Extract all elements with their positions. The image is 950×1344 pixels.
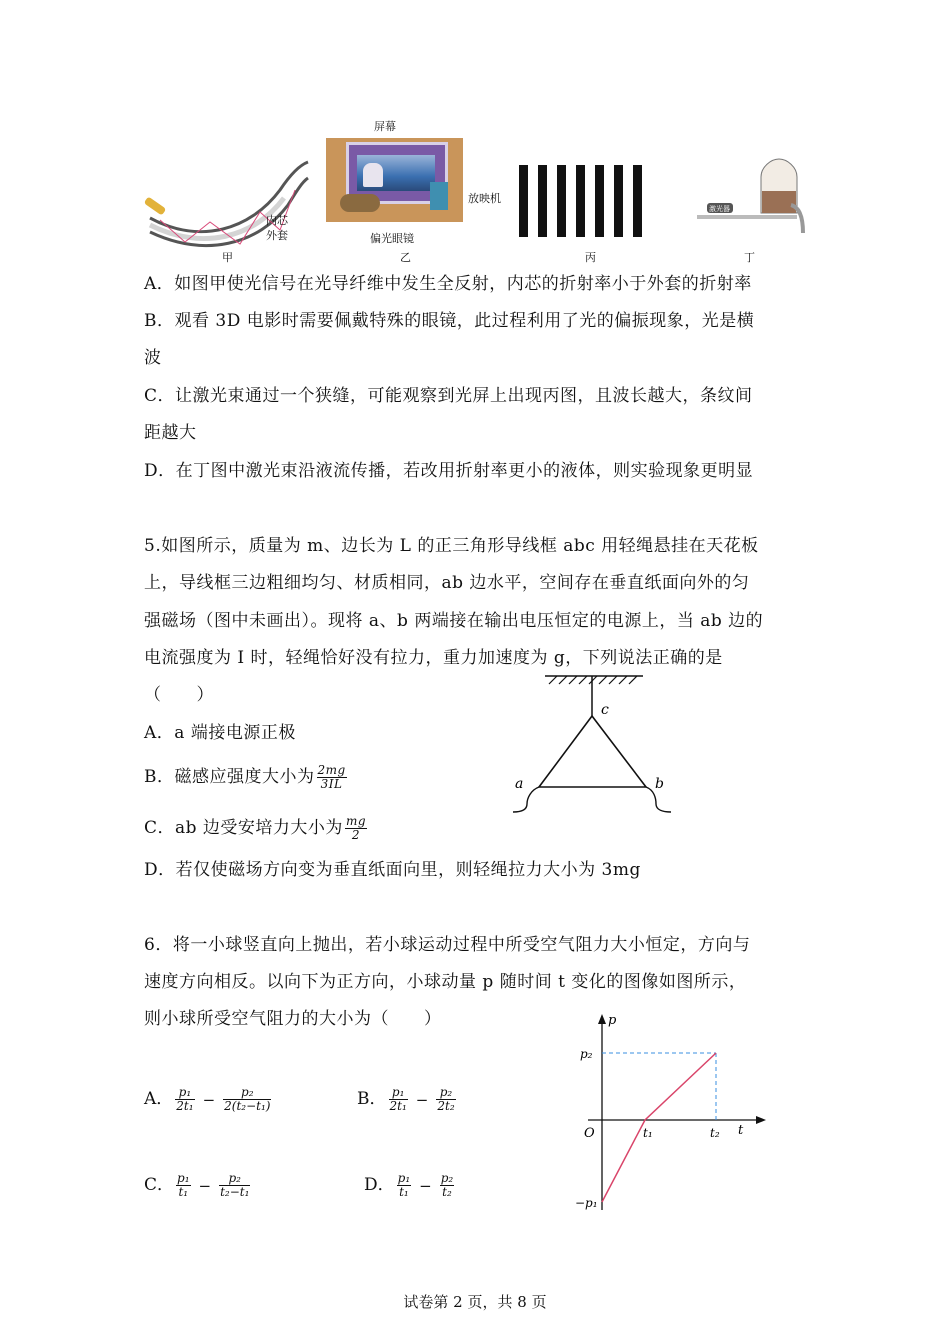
q6-option-c-label: C． bbox=[144, 1175, 175, 1195]
q5-option-b-fraction bbox=[317, 764, 347, 791]
q5-stem-line2: 上，导线框三边粗细均匀、材质相同，ab 边水平，空间存在垂直纸面向外的匀 bbox=[144, 573, 750, 593]
q5-option-a: A．a 端接电源正极 bbox=[144, 723, 296, 743]
caption-ding: 丁 bbox=[744, 251, 755, 264]
q5-option-c bbox=[144, 815, 369, 842]
screen-rocks bbox=[363, 163, 383, 187]
vertex-label-c: c bbox=[601, 702, 609, 718]
y-axis-arrow bbox=[598, 1014, 606, 1024]
vertex-label-a: a bbox=[515, 776, 524, 792]
frac-den: t₂ bbox=[442, 1185, 452, 1199]
q6-option-c-term1 bbox=[176, 1172, 191, 1199]
q5-triangle-figure bbox=[505, 670, 685, 820]
tick-label-neg-p1: −p₁ bbox=[575, 1196, 598, 1210]
label-projector: 放映机 bbox=[468, 192, 501, 205]
momentum-line bbox=[602, 1053, 716, 1202]
q6-option-b-term1 bbox=[389, 1086, 408, 1113]
q5-option-b bbox=[144, 764, 349, 791]
minus-sign: − bbox=[415, 1090, 429, 1109]
q5-option-c-numerator: mg bbox=[345, 814, 366, 828]
label-laser-box: 激光器 bbox=[709, 205, 730, 213]
q6-option-d-label: D． bbox=[364, 1175, 395, 1195]
label-inner-core: 内芯 bbox=[266, 214, 288, 227]
q5-option-b-text: B．磁感应强度大小为 bbox=[144, 767, 315, 787]
frac-den: 2t₁ bbox=[389, 1099, 407, 1113]
q6-option-d bbox=[364, 1170, 456, 1199]
frac-num: p₂ bbox=[219, 1172, 250, 1186]
frac-den: 2t₁ bbox=[176, 1099, 194, 1113]
q5-option-c-denominator: 2 bbox=[351, 828, 361, 842]
q4-option-d: D．在丁图中激光束沿液流传播，若改用折射率更小的液体，则实验现象更明显 bbox=[144, 461, 754, 481]
q4-option-c-line1: C．让激光束通过一个狭缝，可能观察到光屏上出现丙图，且波长越大，条纹间 bbox=[144, 386, 753, 406]
label-outer-cladding: 外套 bbox=[266, 229, 288, 242]
frac-den: t₂−t₁ bbox=[220, 1185, 250, 1199]
frac-den: 2(t₂−t₁) bbox=[224, 1099, 271, 1113]
q6-option-a-term1 bbox=[175, 1086, 194, 1113]
q5-option-b-numerator: 2mg bbox=[317, 763, 346, 777]
q4-option-c-line2: 距越大 bbox=[144, 423, 197, 443]
caption-jia: 甲 bbox=[222, 251, 233, 264]
label-glasses: 偏光眼镜 bbox=[370, 232, 414, 245]
q5-option-b-denominator: 3IL bbox=[320, 777, 343, 791]
axis-label-t: t bbox=[738, 1123, 744, 1138]
x-axis-arrow bbox=[756, 1116, 766, 1124]
origin-label: O bbox=[584, 1126, 595, 1141]
frac-num: p₁ bbox=[397, 1171, 411, 1185]
page-footer: 试卷第 2 页，共 8 页 bbox=[403, 1293, 547, 1311]
vertex-label-b: b bbox=[655, 776, 664, 792]
q5-option-c-text: C．ab 边受安培力大小为 bbox=[144, 818, 343, 838]
q6-stem-line1: 6．将一小球竖直向上抛出，若小球运动过程中所受空气阻力大小恒定，方向与 bbox=[144, 935, 751, 955]
frac-num: p₂ bbox=[223, 1086, 271, 1100]
q5-option-c-fraction bbox=[345, 815, 367, 842]
frac-den: 2t₂ bbox=[437, 1099, 455, 1113]
caption-bing: 丙 bbox=[585, 251, 596, 264]
q4-option-b-line1: B．观看 3D 电影时需要佩戴特殊的眼镜，此过程利用了光的偏振现象，光是横 bbox=[144, 311, 755, 331]
figure-yi-3d-cinema bbox=[326, 138, 463, 222]
q6-option-c bbox=[144, 1170, 252, 1199]
projector-device bbox=[430, 182, 448, 210]
frac-den: t₁ bbox=[399, 1185, 409, 1199]
frac-den: t₁ bbox=[178, 1185, 189, 1199]
tick-label-t1: t₁ bbox=[643, 1126, 653, 1140]
q6-option-c-term2 bbox=[219, 1172, 250, 1199]
q6-option-d-term1 bbox=[397, 1172, 412, 1199]
frac-num: p₂ bbox=[440, 1171, 454, 1185]
q6-option-a bbox=[144, 1084, 273, 1113]
q4-option-b-line2: 波 bbox=[144, 348, 162, 368]
frac-num: p₁ bbox=[389, 1086, 408, 1100]
frac-num: p₁ bbox=[175, 1086, 194, 1100]
minus-sign: − bbox=[419, 1176, 432, 1195]
q5-stem-line1: 5.如图所示，质量为 m、边长为 L 的正三角形导线框 abc 用轻绳悬挂在天花板 bbox=[144, 536, 759, 556]
q6-option-b-label: B． bbox=[357, 1089, 387, 1109]
q6-option-d-term2 bbox=[440, 1172, 455, 1199]
figure-ding-liquid-stream bbox=[693, 155, 809, 245]
q6-option-b-term2 bbox=[436, 1086, 455, 1113]
tick-label-p2: p₂ bbox=[580, 1047, 593, 1061]
audience-heads bbox=[340, 194, 380, 212]
frac-num: p₁ bbox=[177, 1171, 190, 1185]
caption-yi: 乙 bbox=[400, 251, 411, 264]
minus-sign: − bbox=[198, 1176, 212, 1195]
minus-sign: − bbox=[202, 1090, 216, 1109]
q6-option-a-term2 bbox=[223, 1086, 271, 1113]
q6-momentum-time-graph bbox=[570, 1010, 770, 1220]
q5-option-d: D．若仅使磁场方向变为垂直纸面向里，则轻绳拉力大小为 3mg bbox=[144, 860, 641, 880]
frac-num: p₂ bbox=[436, 1086, 455, 1100]
q6-option-a-label: A． bbox=[144, 1089, 174, 1109]
tick-label-t2: t₂ bbox=[710, 1126, 720, 1140]
q5-answer-blank: （ ） bbox=[144, 685, 214, 705]
label-screen: 屏幕 bbox=[374, 120, 396, 133]
q5-stem-line4: 电流强度为 I 时，轻绳恰好没有拉力，重力加速度为 g，下列说法正确的是 bbox=[144, 648, 723, 668]
q5-stem-line3: 强磁场（图中未画出）。现将 a、b 两端接在输出电压恒定的电源上，当 ab 边的 bbox=[144, 611, 764, 631]
axis-label-p: p bbox=[608, 1013, 617, 1028]
figure-bing-fringes bbox=[513, 165, 658, 237]
q4-option-a: A．如图甲使光信号在光导纤维中发生全反射，内芯的折射率小于外套的折射率 bbox=[144, 274, 752, 294]
q6-stem-line3: 则小球所受空气阻力的大小为（ ） bbox=[144, 1009, 442, 1029]
q6-stem-line2: 速度方向相反。以向下为正方向，小球动量 p 随时间 t 变化的图像如图所示， bbox=[144, 972, 747, 992]
q6-option-b bbox=[357, 1084, 458, 1113]
